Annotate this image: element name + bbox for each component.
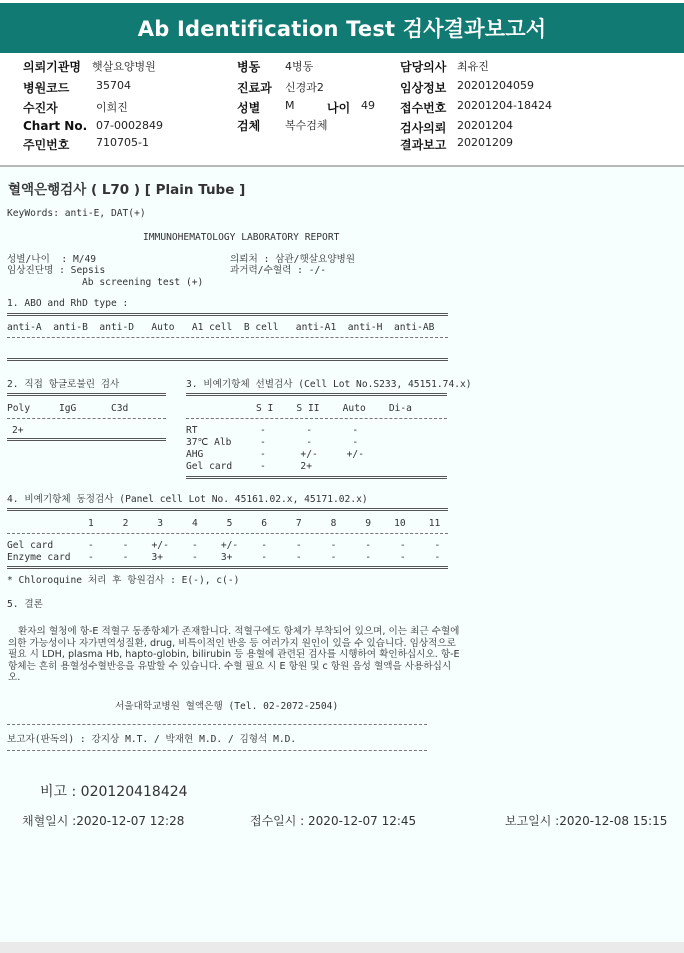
clinical-info-value: 20201204059 xyxy=(457,79,534,92)
abo-rule-bottom xyxy=(7,358,448,361)
abo-headers: anti-A anti-B anti-D Auto A1 cell B cell anti-A1 anti-H anti-AB xyxy=(7,322,435,333)
panel-headers: 1 2 3 4 5 6 7 8 9 10 11 xyxy=(88,518,441,529)
institution-label: 의뢰기관명 xyxy=(23,60,81,74)
specimen-label: 검체 xyxy=(237,119,261,133)
signature-rule-top xyxy=(7,724,427,725)
screen-row-label: AHG xyxy=(186,449,204,460)
conclusion-text: 환자의 혈청에 항-E 적혈구 동종항체가 존재합니다. 적혈구에도 항체가 부착되어 있으며, 이는 최근 수혈에 의한 가능성이나 자가면역성질환, drug, 비특이적인 반응 등 여러가지 원인이 있을 수 있습니다. 임상적으로 필요 시 LDH, plasma Hb, hapto-globin, bilirubin 등 용혈에 관련된 검사를 시행하여 확인하십시오. 항-E 항체는 흔히 용혈성수혈반응을 유발할 수 있습니다. 수혈 필요 시 E 항원 및 c 항원 음성 혈액을 사용하십시오. xyxy=(8,626,460,684)
screen-row-values: - - - xyxy=(260,425,359,436)
panel-gel-values: - - +/- - +/- - - - - - - xyxy=(88,540,441,551)
report-title: Ab Identification Test 검사결과보고서 xyxy=(0,3,684,53)
chloroquine-note: * Chloroquine 처리 후 항원검사 : E(-), c(-) xyxy=(7,575,240,586)
screen-row-label: Gel card xyxy=(186,461,233,472)
dat-rule-mid xyxy=(7,418,166,419)
section-title: 혈액은행검사 ( L70 ) [ Plain Tube ] xyxy=(8,182,246,198)
report-date-label: 결과보고 xyxy=(400,138,447,152)
panel-rule-bottom xyxy=(7,566,448,569)
conclusion-title: 5. 결론 xyxy=(7,599,43,610)
receipt-no-label: 접수번호 xyxy=(400,101,447,115)
reported-datetime: 보고일시 :2020-12-08 15:15 xyxy=(505,814,668,828)
institution-value: 햇살요양병원 xyxy=(92,60,156,73)
screen-title: 3. 비예기항체 선별검사 (Cell Lot No.S233, 45151.74.x) xyxy=(186,379,472,390)
screen-rule-bottom xyxy=(186,476,447,479)
screen-headers: S I S II Auto Di-a xyxy=(256,403,412,414)
reporter-line: 보고자(판독의) : 강지상 M.T. / 박재현 M.D. / 김형석 M.D. xyxy=(7,734,297,745)
screen-row-label: RT xyxy=(186,425,198,436)
dept-label: 진료과 xyxy=(237,81,272,95)
age-label: 나이 xyxy=(327,101,351,115)
lab-name: 서울대학교병원 혈액은행 (Tel. 02-2072-2504) xyxy=(115,701,339,712)
request-date-label: 검사의뢰 xyxy=(400,121,447,135)
sex-label: 성별 xyxy=(237,101,261,115)
sex-value: M xyxy=(285,99,295,112)
dept-value: 신경과2 xyxy=(285,81,324,94)
screen-row-values: - - - xyxy=(260,437,359,448)
requester-line: 의뢰처 : 삼관/햇살요양병원 xyxy=(230,254,356,265)
screen-row-values: - +/- +/- xyxy=(260,449,364,460)
screen-row-values: - 2+ xyxy=(260,461,312,472)
id-no-label: 주민번호 xyxy=(23,138,70,152)
remark-line: 비고 : 020120418424 xyxy=(40,784,188,800)
abo-rule-mid xyxy=(7,337,448,338)
dat-headers: Poly IgG C3d xyxy=(7,403,129,414)
abo-rule-top xyxy=(7,313,448,316)
doctor-value: 최유진 xyxy=(457,60,489,73)
screen-row-label: 37℃ Alb xyxy=(186,437,232,448)
clinical-info-label: 임상정보 xyxy=(400,81,447,95)
age-value: 49 xyxy=(361,99,375,112)
dat-title: 2. 직접 항글로불린 검사 xyxy=(7,379,120,390)
panel-gel-label: Gel card xyxy=(7,540,54,551)
panel-title: 4. 비예기항체 동정검사 (Panel cell Lot No. 45161.02.x, 45171.02.x) xyxy=(7,494,368,505)
recipient-value: 이희진 xyxy=(96,101,128,114)
ward-label: 병동 xyxy=(237,60,261,74)
sex-age-line: 성별/나이 : M/49 xyxy=(7,254,97,265)
hospital-code-label: 병원코드 xyxy=(23,81,70,95)
patient-info-header xyxy=(0,53,684,165)
abo-title: 1. ABO and RhD type : xyxy=(7,298,129,309)
screen-rule-top xyxy=(186,393,447,396)
id-no-value: 710705-1 xyxy=(96,136,149,149)
dat-rule-bottom xyxy=(7,438,166,441)
dat-rule-top xyxy=(7,393,166,396)
request-date-value: 20201204 xyxy=(457,119,513,132)
diagnosis-line-2: Ab screening test (+) xyxy=(82,277,204,288)
report-date-value: 20201209 xyxy=(457,136,513,149)
keywords: KeyWords: anti-E, DAT(+) xyxy=(7,208,146,219)
signature-rule-bottom xyxy=(7,750,427,751)
recipient-label: 수진자 xyxy=(23,101,58,115)
panel-rule-top xyxy=(7,508,448,511)
transfusion-history: 과거력/수혈력 : -/- xyxy=(230,265,327,276)
hospital-code-value: 35704 xyxy=(96,79,131,92)
screen-rule-mid xyxy=(186,418,447,419)
ward-value: 4병동 xyxy=(285,60,314,73)
diagnosis-line: 임상진단명 : Sepsis xyxy=(7,265,106,276)
bottom-margin xyxy=(0,942,684,953)
panel-rule-mid xyxy=(7,533,448,534)
collected-datetime: 채혈일시 :2020-12-07 12:28 xyxy=(22,814,185,828)
received-datetime: 접수일시 : 2020-12-07 12:45 xyxy=(250,814,417,828)
chart-no-label: Chart No. xyxy=(23,119,88,133)
receipt-no-value: 20201204-18424 xyxy=(457,99,552,112)
lab-report-title: IMMUNOHEMATOLOGY LABORATORY REPORT xyxy=(143,232,340,243)
chart-no-value: 07-0002849 xyxy=(96,119,163,132)
panel-enzyme-values: - - 3+ - 3+ - - - - - - xyxy=(88,552,441,563)
dat-poly-value: 2+ xyxy=(12,425,24,436)
doctor-label: 담당의사 xyxy=(400,60,447,74)
specimen-value: 복수검체 xyxy=(285,119,328,132)
panel-enzyme-label: Enzyme card xyxy=(7,552,71,563)
